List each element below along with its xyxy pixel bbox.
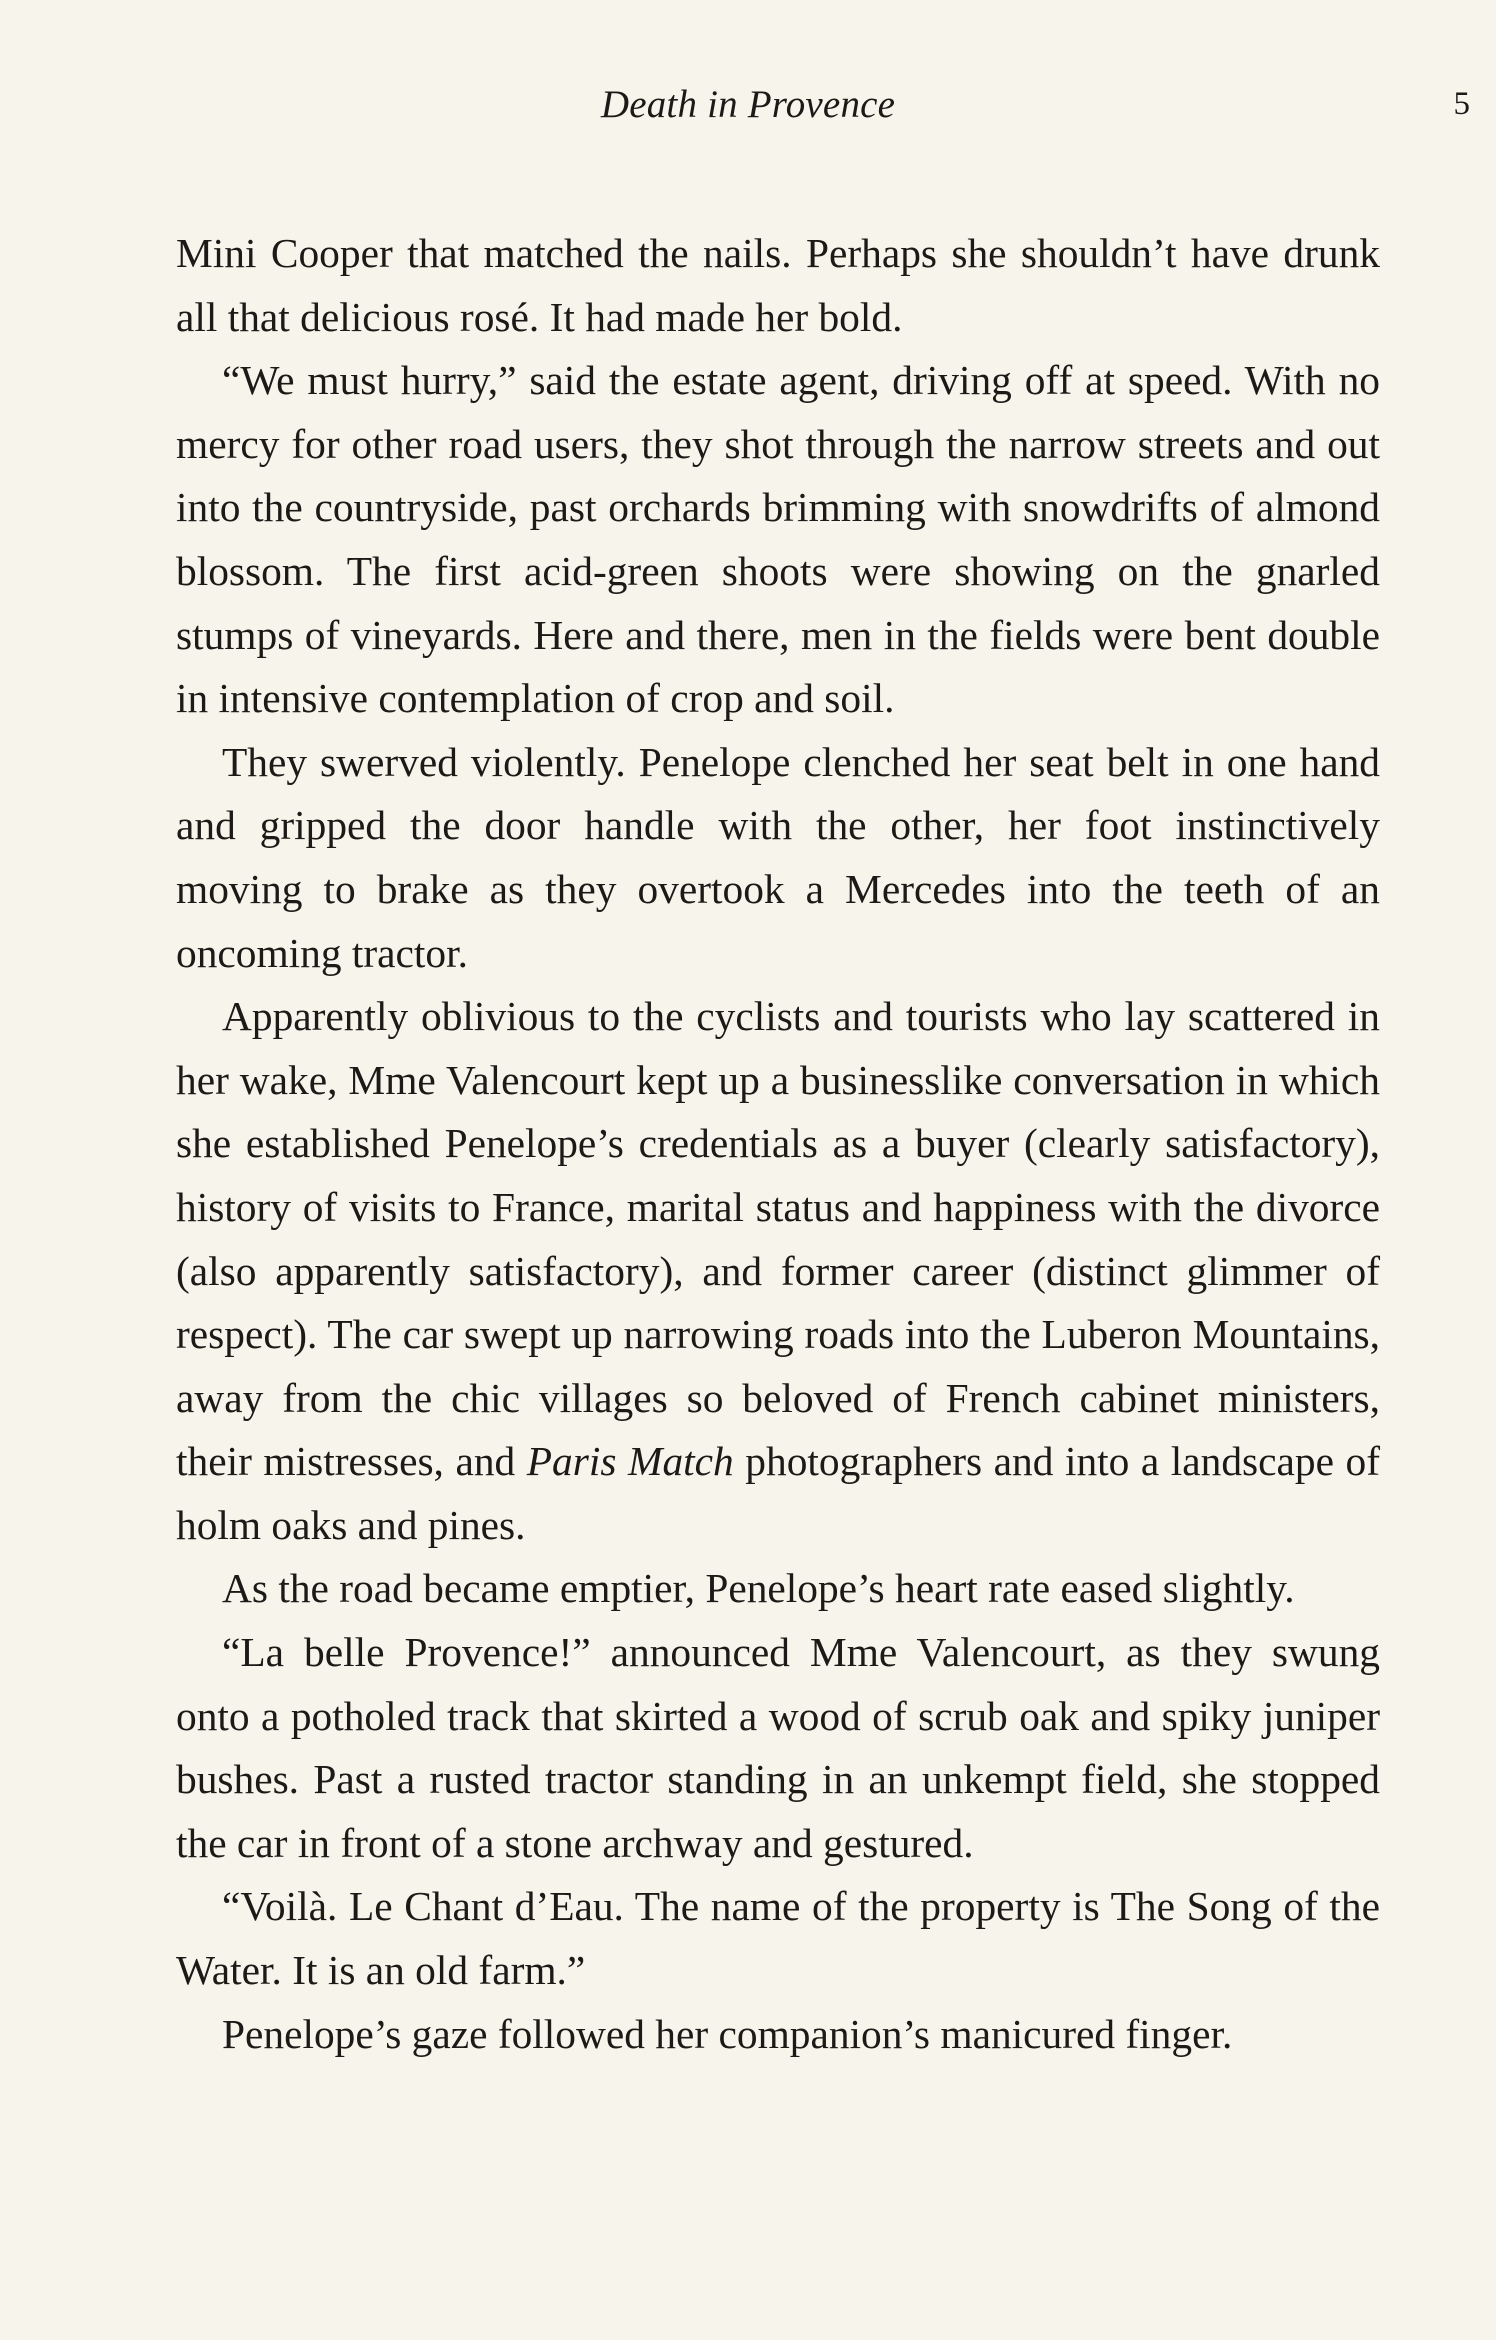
running-title: Death in Provence (600, 83, 896, 126)
running-head (0, 82, 1496, 142)
paragraph-5: As the road became emptier, Penelope’s heart rate eased slightly. (222, 1565, 1295, 1612)
paragraph-1: Mini Cooper that matched the nails. Perhaps she shouldn’t have drunk all that delicious rosé. It had made her bold. (176, 230, 1380, 340)
paragraph-4-part-1: Apparently oblivious to the cyclists and tourists who lay scattered in her wake, Mme Valencourt kept up a businesslike conversation in which she established Penelope’s credentials as a buyer (clearly satisfactory), history of visits to France, marital status and happiness with the divorce (also apparently satisfactory), and former career (distinct glimmer of respect). The car swept up narrowing roads into the Luberon Mountains, away from the chic villages so beloved of French cabinet ministers, their mistresses, and (176, 993, 1380, 1485)
publication-title: Paris Match (526, 1438, 734, 1485)
paragraph-4 (176, 985, 1380, 1557)
page-number: 5 (1453, 86, 1470, 122)
paragraph-7: “Voilà. Le Chant d’Eau. The name of the property is The Song of the Water. It is an old farm.” (176, 1883, 1380, 1994)
paragraph-2: “We must hurry,” said the estate agent, driving off at speed. With no mercy for other road users, they shot through the narrow streets and out into the countryside, past orchards brimming with snowdrifts of almond blossom. The first acid-green shoots were showing on the gnarled stumps of vineyards. Here and there, men in the fields were bent double in intensive contemplation of crop and soil. (176, 357, 1380, 722)
body-text (176, 222, 1380, 2066)
paragraph-4-part-2: photographers and into a landscape of holm oaks and pines. (176, 1438, 1380, 1548)
paragraph-3: They swerved violently. Penelope clenched her seat belt in one hand and gripped the door handle with the other, her foot instinctively moving to brake as they overtook a Mercedes into the teeth of an oncoming tractor. (176, 738, 1380, 976)
paragraph-6: “La belle Provence!” announced Mme Valencourt, as they swung onto a potholed track that skirted a wood of scrub oak and spiky juniper bushes. Past a rusted tractor standing in an unkempt field, she stopped the car in front of a stone archway and gestured. (176, 1629, 1380, 1866)
paragraph-8: Penelope’s gaze followed her companion’s manicured finger. (222, 2010, 1233, 2057)
